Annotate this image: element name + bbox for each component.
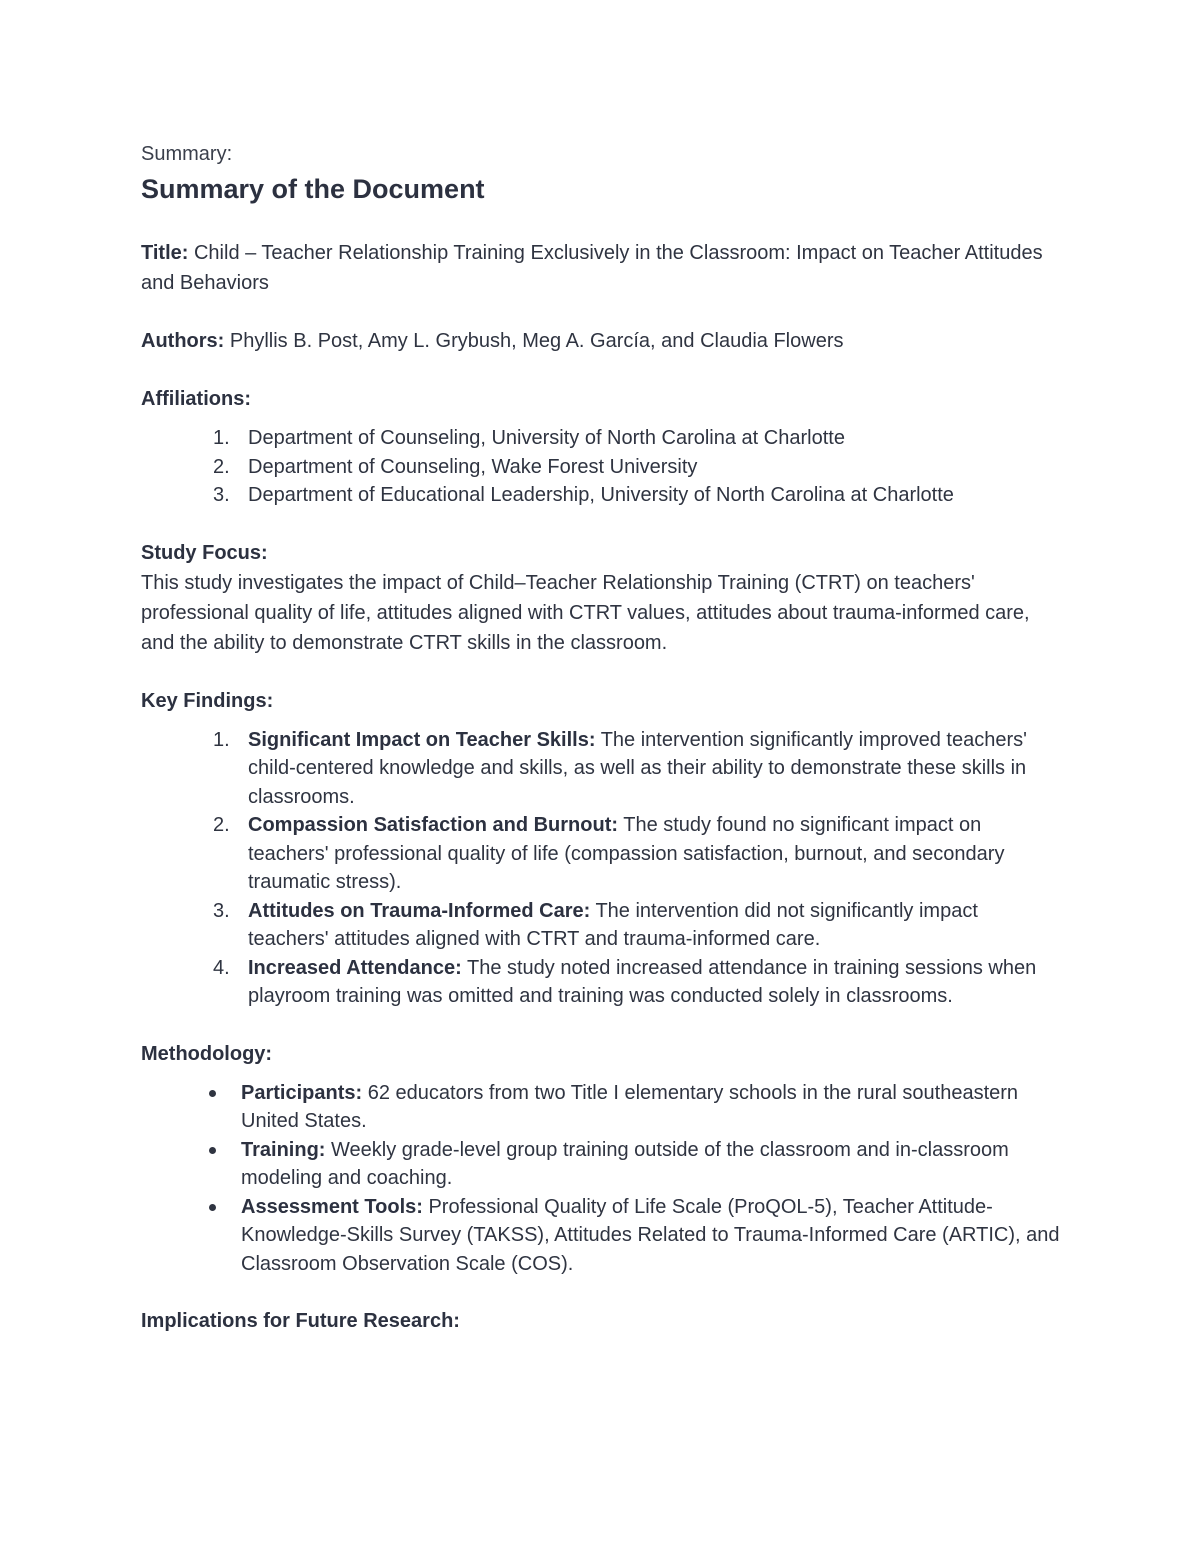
key-findings-list [141,726,1061,1011]
document-page [141,140,1061,1336]
finding-text: The study found no significant impact on teachers' professional quality of life (compassion satisfaction, burnout, and secondary traumatic stress). [248,814,1005,893]
methodology-heading: Methodology: [141,1042,273,1065]
finding-title: Compassion Satisfaction and Burnout: [248,814,619,836]
key-findings-heading: Key Findings: [141,689,274,712]
title-label: Title: [141,242,189,264]
implications-heading: Implications for Future Research: [141,1310,460,1332]
method-text: 62 educators from two Title I elementary schools in the rural southeastern United States. [241,1081,1019,1132]
list-item [141,726,1061,812]
finding-title: Attitudes on Trauma-Informed Care: [248,899,591,922]
list-number: 2. [213,814,230,836]
method-title: Assessment Tools: [241,1195,423,1218]
bullet-icon [209,1204,216,1211]
list-item [141,1136,1061,1193]
affiliations-heading: Affiliations: [141,388,251,410]
list-number: 1. [213,427,230,449]
study-focus-section [141,538,1061,658]
list-item [141,1079,1061,1136]
finding-text: The intervention did not significantly impact teachers' attitudes aligned with CTRT and trauma-informed care. [248,899,978,950]
bullet-icon [209,1090,216,1097]
key-findings-section [141,686,1061,1011]
affiliation-text: Department of Counseling, Wake Forest University [248,455,698,478]
affiliations-section [141,384,1061,510]
list-item [141,424,1061,453]
list-item [141,954,1061,1011]
authors-paragraph [141,326,1061,356]
list-number: 4. [213,956,230,979]
title-section [141,238,1061,298]
methodology-section [141,1039,1061,1279]
affiliations-list [141,424,1061,510]
authors-section [141,326,1061,356]
title-text: Child – Teacher Relationship Training Exclusively in the Classroom: Impact on Teacher Attitudes and Behaviors [141,242,1043,294]
method-text: Professional Quality of Life Scale (ProQOL-5), Teacher Attitude-Knowledge-Skills Survey (TAKSS), Attitudes Related to Trauma-Informed Care (ARTIC), and Classroom Observation Scale (COS). [241,1195,1060,1275]
affiliation-text: Department of Educational Leadership, University of North Carolina at Charlotte [248,484,954,506]
affiliation-text: Department of Counseling, University of North Carolina at Charlotte [248,427,845,449]
method-text: Weekly grade-level group training outside of the classroom and in-classroom modeling and coaching. [241,1138,1009,1189]
finding-title: Significant Impact on Teacher Skills: [248,728,596,751]
authors-label: Authors: [141,330,225,352]
methodology-list [141,1079,1061,1279]
method-title: Participants: [241,1081,363,1104]
bullet-icon [209,1147,216,1154]
list-item [141,453,1061,482]
list-item [141,1193,1061,1279]
finding-text: The study noted increased attendance in training sessions when playroom training was omitted and training was conducted solely in classrooms. [248,956,1037,1007]
list-number: 3. [213,484,230,506]
study-focus-heading: Study Focus: [141,541,268,564]
document-title: Summary of the Document [141,174,485,204]
list-item [141,811,1061,897]
implications-section [141,1306,1061,1336]
finding-title: Increased Attendance: [248,956,462,979]
list-number: 2. [213,455,230,478]
method-title: Training: [241,1138,326,1161]
list-item [141,481,1061,510]
finding-text: The intervention significantly improved teachers' child-centered knowledge and skills, as well as their ability to demonstrate these skills in classrooms. [248,728,1027,808]
summary-label: Summary: [141,143,233,165]
study-focus-text: This study investigates the impact of Child–Teacher Relationship Training (CTRT) on teachers' professional quality of life, attitudes aligned with CTRT values, attitudes about trauma-informed care, and the ability to demonstrate CTRT skills in the classroom. [141,571,1030,654]
list-number: 1. [213,728,230,751]
authors-text: Phyllis B. Post, Amy L. Grybush, Meg A. García, and Claudia Flowers [229,330,844,352]
list-item [141,897,1061,954]
list-number: 3. [213,899,230,922]
title-paragraph [141,238,1061,298]
